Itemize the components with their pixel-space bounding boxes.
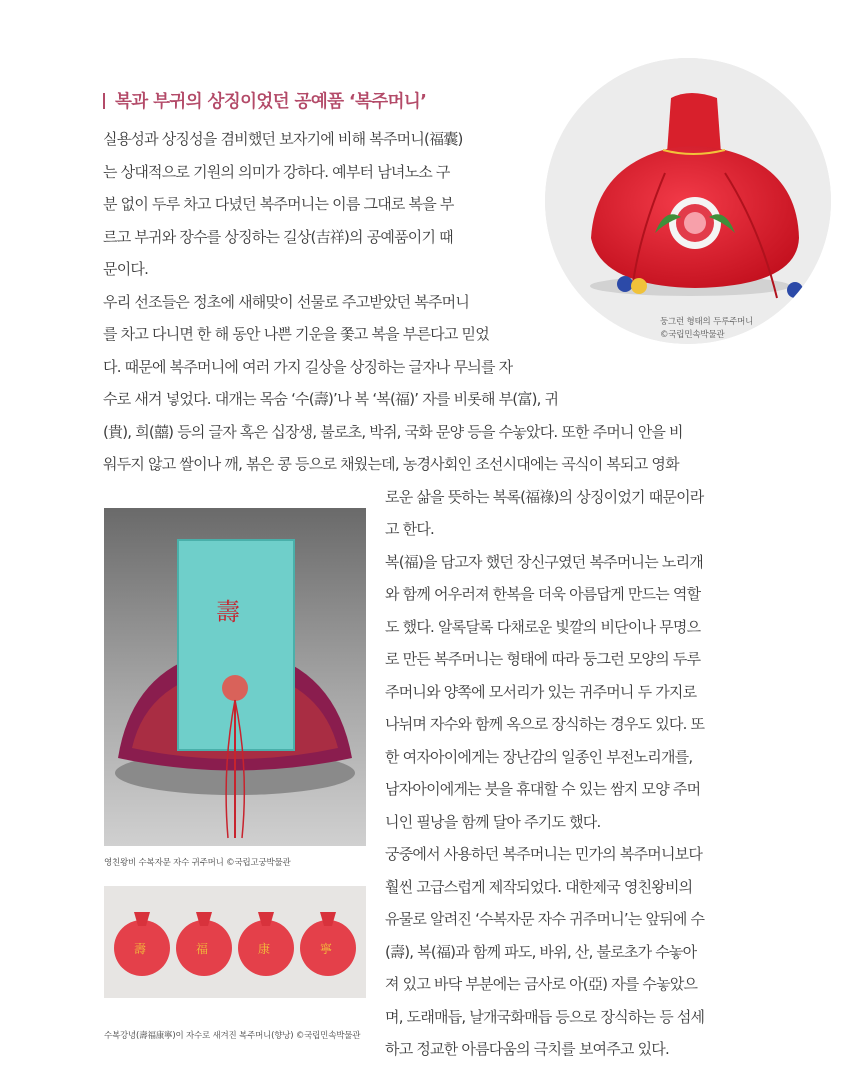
body-line: 궁중에서 사용하던 복주머니는 민가의 복주머니보다 bbox=[385, 845, 703, 863]
body-line: 로운 삶을 뜻하는 복록(福祿)의 상징이었기 때문이라 bbox=[385, 488, 704, 506]
body-line: 와 함께 어우러져 한복을 더욱 아름답게 만드는 역할 bbox=[385, 585, 701, 603]
body-line: 훨씬 고급스럽게 제작되었다. 대한제국 영친왕비의 bbox=[385, 878, 693, 896]
four-pouches-photo bbox=[104, 886, 366, 998]
body-line: 는 상대적으로 기원의 의미가 강하다. 예부터 남녀노소 구 bbox=[103, 163, 450, 181]
body-line: 르고 부귀와 장수를 상징하는 길상(吉祥)의 공예품이기 때 bbox=[103, 228, 453, 246]
body-line: 실용성과 상징성을 겸비했던 보자기에 비해 복주머니(福囊) bbox=[103, 130, 463, 148]
caption-line: ©국립민속박물관 bbox=[660, 330, 725, 340]
round-pouch-caption bbox=[660, 316, 753, 342]
embroidered-char-bok: 福 bbox=[196, 942, 209, 956]
gwi-jumeoni-photo bbox=[104, 508, 366, 846]
body-line: 를 차고 다니면 한 해 동안 나쁜 기운을 쫓고 복을 부른다고 믿었 bbox=[103, 325, 489, 343]
body-line: 고 한다. bbox=[385, 520, 435, 538]
body-line: 복(福)을 담고자 했던 장신구였던 복주머니는 노리개 bbox=[385, 553, 703, 571]
caption-line: 둥그런 형태의 두루주머니 bbox=[660, 317, 754, 327]
body-line: 다. 때문에 복주머니에 여러 가지 길상을 상징하는 글자나 무늬를 자 bbox=[103, 358, 513, 376]
body-line: 며, 도래매듭, 날개국화매듭 등으로 장식하는 등 섬세 bbox=[385, 1008, 705, 1026]
photo2-caption: 수복강녕(壽福康寧)이 자수로 새겨진 복주머니(향낭) ©국립민속박물관 bbox=[104, 1031, 361, 1041]
photo1-caption: 영친왕비 수복자문 자수 귀주머니 ©국립고궁박물관 bbox=[104, 858, 291, 868]
body-line: 로 만든 복주머니는 형태에 따라 둥그런 모양의 두루 bbox=[385, 650, 701, 668]
round-pouch-photo bbox=[545, 58, 831, 344]
body-line: 워두지 않고 쌀이나 깨, 볶은 콩 등으로 채웠는데, 농경사회인 조선시대에는 곡식이 복되고 영화 bbox=[103, 455, 679, 473]
heading-text: 복과 부귀의 상징이었던 공예품 ‘복주머니’ bbox=[115, 92, 427, 112]
body-line: 하고 정교한 아름다움의 극치를 보여주고 있다. bbox=[385, 1040, 669, 1058]
shou-character: 壽 bbox=[216, 598, 240, 626]
body-line: 주머니와 양쪽에 모서리가 있는 귀주머니 두 가지로 bbox=[385, 683, 697, 701]
body-line: (貴), 희(囍) 등의 글자 혹은 십장생, 불로초, 박쥐, 국화 문양 등을 수놓았다. 또한 주머니 안을 비 bbox=[103, 423, 683, 441]
embroidered-char-nyeong: 寧 bbox=[320, 942, 333, 956]
body-line: 한 여자아이에게는 장난감의 일종인 부전노리개를, bbox=[385, 748, 693, 766]
body-line: 니인 필낭을 함께 달아 주기도 했다. bbox=[385, 813, 601, 831]
body-line: 도 했다. 알록달록 다채로운 빛깔의 비단이나 무명으 bbox=[385, 618, 701, 636]
body-line: 문이다. bbox=[103, 260, 149, 278]
section-heading bbox=[103, 88, 563, 113]
body-line: 남자아이에게는 붓을 휴대할 수 있는 쌈지 모양 주머 bbox=[385, 780, 701, 798]
heading-bar bbox=[103, 93, 105, 109]
body-line: 우리 선조들은 정초에 새해맞이 선물로 주고받았던 복주머니 bbox=[103, 293, 470, 311]
body-line: 분 없이 두루 차고 다녔던 복주머니는 이름 그대로 복을 부 bbox=[103, 195, 454, 213]
body-line: (壽), 복(福)과 함께 파도, 바위, 산, 불로초가 수놓아 bbox=[385, 943, 697, 961]
body-line: 나뉘며 자수와 함께 옥으로 장식하는 경우도 있다. 또 bbox=[385, 715, 705, 733]
embroidered-char-shou: 壽 bbox=[134, 942, 147, 956]
embroidered-char-gang: 康 bbox=[258, 942, 271, 956]
body-line: 져 있고 바닥 부분에는 금사로 아(亞) 자를 수놓았으 bbox=[385, 975, 698, 993]
body-line: 수로 새겨 넣었다. 대개는 목숨 ‘수(壽)’나 복 ‘복(福)’ 자를 비롯해 부(富), 귀 bbox=[103, 390, 559, 408]
body-line: 유물로 알려진 ‘수복자문 자수 귀주머니’는 앞뒤에 수 bbox=[385, 910, 705, 928]
